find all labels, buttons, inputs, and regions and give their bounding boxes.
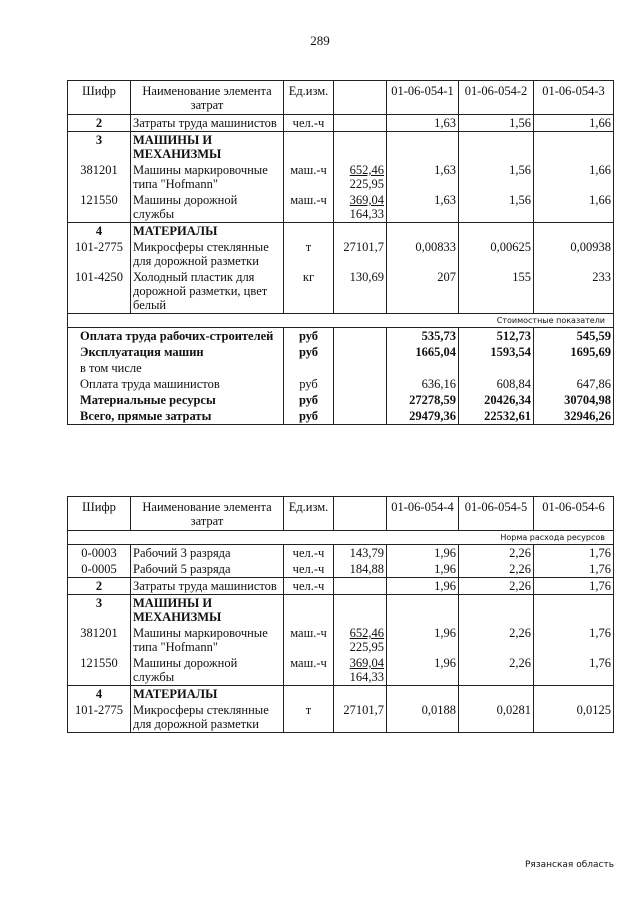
- row-value: 1,76: [534, 625, 614, 655]
- row-value: 1,66: [534, 162, 614, 192]
- row-value: 1,96: [387, 625, 459, 655]
- price-value: 369,04: [349, 656, 384, 670]
- cost-row: [68, 376, 614, 392]
- row-value: 0,00938: [534, 239, 614, 269]
- row-unit: кг: [284, 269, 334, 314]
- footer-region: Рязанская область: [525, 860, 615, 870]
- table-row: [68, 578, 614, 595]
- cost-value: 20426,34: [459, 392, 534, 408]
- table-row: [68, 655, 614, 686]
- row-value: 1,56: [459, 192, 534, 223]
- table-header: [68, 497, 614, 531]
- row-value: [534, 595, 614, 626]
- cost-row: [68, 328, 614, 345]
- table-row: [68, 192, 614, 223]
- row-unit: чел.-ч: [284, 115, 334, 132]
- price-value: 652,46: [349, 163, 384, 177]
- row-price: [334, 132, 387, 163]
- row-name: Машины дорожной службы: [131, 655, 284, 686]
- cost-row: [68, 344, 614, 360]
- row-name: Микросферы стеклянные для дорожной разметки: [131, 239, 284, 269]
- cost-unit: руб: [284, 376, 334, 392]
- cost-value: 545,59: [534, 328, 614, 345]
- row-value: [534, 686, 614, 703]
- cost-value: 1593,54: [459, 344, 534, 360]
- section-band: [68, 531, 614, 545]
- row-name: Машины маркировочные типа "Hofmann": [131, 162, 284, 192]
- table-row: [68, 239, 614, 269]
- row-unit: маш.-ч: [284, 625, 334, 655]
- header-name: Наименование элемента затрат: [131, 497, 284, 531]
- row-code: 4: [68, 686, 131, 703]
- header-code-column: 01-06-054-5: [459, 497, 534, 531]
- price-wage-value: 225,95: [349, 640, 384, 654]
- cost-value: 636,16: [387, 376, 459, 392]
- row-name: Рабочий 5 разряда: [131, 561, 284, 578]
- cost-value: 1665,04: [387, 344, 459, 360]
- cost-value: 29479,36: [387, 408, 459, 425]
- header-code-column: 01-06-054-1: [387, 81, 459, 115]
- header-code-column: 01-06-054-2: [459, 81, 534, 115]
- cost-value: 608,84: [459, 376, 534, 392]
- price-value: 130,69: [349, 270, 384, 284]
- row-value: [459, 223, 534, 240]
- table-row: [68, 269, 614, 314]
- row-code: 101-2775: [68, 702, 131, 733]
- header-price: [334, 81, 387, 115]
- row-price: [334, 115, 387, 132]
- row-code: 4: [68, 223, 131, 240]
- row-name: Микросферы стеклянные для дорожной разметки: [131, 702, 284, 733]
- cost-value: 647,86: [534, 376, 614, 392]
- row-unit: [284, 132, 334, 163]
- row-code: 381201: [68, 162, 131, 192]
- row-code: 2: [68, 115, 131, 132]
- cost-unit: [284, 360, 334, 376]
- header-code: Шифр: [68, 497, 131, 531]
- cost-value: [459, 360, 534, 376]
- row-value: 0,00833: [387, 239, 459, 269]
- row-value: 1,63: [387, 162, 459, 192]
- price-wage-value: 164,33: [349, 670, 384, 684]
- cost-name: Оплата труда машинистов: [68, 376, 284, 392]
- price-value: 652,46: [349, 626, 384, 640]
- row-value: 1,96: [387, 561, 459, 578]
- row-value: 2,26: [459, 625, 534, 655]
- row-price: [334, 561, 387, 578]
- table-row: [68, 702, 614, 733]
- row-value: [387, 686, 459, 703]
- row-price: [334, 545, 387, 562]
- row-value: [459, 595, 534, 626]
- row-unit: маш.-ч: [284, 655, 334, 686]
- row-price: [334, 239, 387, 269]
- row-value: 0,0125: [534, 702, 614, 733]
- header-code-column: 01-06-054-3: [534, 81, 614, 115]
- row-unit: [284, 686, 334, 703]
- table-row: [68, 115, 614, 132]
- table-row: [68, 686, 614, 703]
- row-value: 1,66: [534, 115, 614, 132]
- row-value: 0,0188: [387, 702, 459, 733]
- row-unit: т: [284, 239, 334, 269]
- row-unit: чел.-ч: [284, 578, 334, 595]
- row-value: [387, 132, 459, 163]
- row-name: Рабочий 3 разряда: [131, 545, 284, 562]
- header-unit: Ед.изм.: [284, 497, 334, 531]
- row-code: 3: [68, 132, 131, 163]
- header-code-column: 01-06-054-4: [387, 497, 459, 531]
- row-value: 1,66: [534, 192, 614, 223]
- row-value: 1,76: [534, 655, 614, 686]
- row-price: [334, 162, 387, 192]
- row-unit: маш.-ч: [284, 162, 334, 192]
- row-code: 0-0003: [68, 545, 131, 562]
- row-value: 233: [534, 269, 614, 314]
- cost-value: 32946,26: [534, 408, 614, 425]
- table-header: [68, 81, 614, 115]
- row-value: 207: [387, 269, 459, 314]
- table-row: [68, 625, 614, 655]
- row-name: МАШИНЫ И МЕХАНИЗМЫ: [131, 132, 284, 163]
- row-price: [334, 578, 387, 595]
- row-code: 101-4250: [68, 269, 131, 314]
- header-code-column: 01-06-054-6: [534, 497, 614, 531]
- resource-table-1: [67, 80, 614, 425]
- page-number: 289: [310, 33, 330, 48]
- row-unit: т: [284, 702, 334, 733]
- price-wage-value: 164,33: [349, 207, 384, 221]
- row-code: 101-2775: [68, 239, 131, 269]
- cost-value: 535,73: [387, 328, 459, 345]
- cost-unit: руб: [284, 392, 334, 408]
- row-price: [334, 625, 387, 655]
- table-row: [68, 595, 614, 626]
- row-value: 2,26: [459, 561, 534, 578]
- row-value: 1,76: [534, 545, 614, 562]
- row-code: 0-0005: [68, 561, 131, 578]
- cost-row: [68, 408, 614, 425]
- row-value: 2,26: [459, 545, 534, 562]
- row-unit: [284, 223, 334, 240]
- price-wage-value: 225,95: [349, 177, 384, 191]
- section-band-label: Норма расхода ресурсов: [68, 531, 614, 545]
- price-value: 143,79: [349, 546, 384, 560]
- row-name: Машины маркировочные типа "Hofmann": [131, 625, 284, 655]
- row-value: 155: [459, 269, 534, 314]
- row-name: Затраты труда машинистов: [131, 578, 284, 595]
- row-unit: [284, 595, 334, 626]
- row-code: 3: [68, 595, 131, 626]
- row-value: 1,96: [387, 578, 459, 595]
- row-name: Машины дорожной службы: [131, 192, 284, 223]
- row-name: Затраты труда машинистов: [131, 115, 284, 132]
- cost-name: Всего, прямые затраты: [68, 408, 284, 425]
- price-value: 369,04: [349, 193, 384, 207]
- header-name: Наименование элемента затрат: [131, 81, 284, 115]
- row-code: 381201: [68, 625, 131, 655]
- row-price: [334, 192, 387, 223]
- row-name: МАШИНЫ И МЕХАНИЗМЫ: [131, 595, 284, 626]
- resource-table-2: [67, 496, 614, 733]
- cost-value: 27278,59: [387, 392, 459, 408]
- cost-name: в том числе: [68, 360, 284, 376]
- cost-value: 30704,98: [534, 392, 614, 408]
- row-name: МАТЕРИАЛЫ: [131, 686, 284, 703]
- row-value: 0,0281: [459, 702, 534, 733]
- row-name: МАТЕРИАЛЫ: [131, 223, 284, 240]
- row-value: 2,26: [459, 655, 534, 686]
- header-price: [334, 497, 387, 531]
- cost-row: [68, 392, 614, 408]
- row-value: [387, 595, 459, 626]
- row-value: [459, 132, 534, 163]
- section-band-label: Стоимостные показатели: [68, 314, 614, 328]
- cost-unit: руб: [284, 328, 334, 345]
- cost-value: 1695,69: [534, 344, 614, 360]
- row-value: 2,26: [459, 578, 534, 595]
- row-value: 1,56: [459, 162, 534, 192]
- table-row: [68, 561, 614, 578]
- cost-row: [68, 360, 614, 376]
- row-code: 121550: [68, 655, 131, 686]
- section-band: [68, 314, 614, 328]
- row-value: [534, 223, 614, 240]
- row-value: 1,76: [534, 561, 614, 578]
- cost-name: Оплата труда рабочих-строителей: [68, 328, 284, 345]
- row-price: [334, 686, 387, 703]
- row-price: [334, 595, 387, 626]
- cost-value: [534, 360, 614, 376]
- row-value: 1,96: [387, 655, 459, 686]
- row-code: 2: [68, 578, 131, 595]
- cost-value: 512,73: [459, 328, 534, 345]
- price-value: 27101,7: [343, 703, 384, 717]
- table-row: [68, 132, 614, 163]
- row-unit: чел.-ч: [284, 545, 334, 562]
- cost-unit: руб: [284, 344, 334, 360]
- row-price: [334, 655, 387, 686]
- cost-unit: руб: [284, 408, 334, 425]
- row-name: Холодный пластик для дорожной разметки, цвет белый: [131, 269, 284, 314]
- header-code: Шифр: [68, 81, 131, 115]
- table-row: [68, 545, 614, 562]
- row-value: 1,76: [534, 578, 614, 595]
- price-value: 184,88: [349, 562, 384, 576]
- cost-value: 22532,61: [459, 408, 534, 425]
- row-value: 1,63: [387, 115, 459, 132]
- table-row: [68, 162, 614, 192]
- row-price: [334, 702, 387, 733]
- row-value: [534, 132, 614, 163]
- row-price: [334, 269, 387, 314]
- cost-value: [387, 360, 459, 376]
- row-value: 1,56: [459, 115, 534, 132]
- row-value: 1,96: [387, 545, 459, 562]
- header-unit: Ед.изм.: [284, 81, 334, 115]
- row-unit: маш.-ч: [284, 192, 334, 223]
- row-value: [459, 686, 534, 703]
- row-code: 121550: [68, 192, 131, 223]
- row-price: [334, 223, 387, 240]
- cost-name: Материальные ресурсы: [68, 392, 284, 408]
- row-value: [387, 223, 459, 240]
- table-row: [68, 223, 614, 240]
- price-value: 27101,7: [343, 240, 384, 254]
- row-value: 0,00625: [459, 239, 534, 269]
- row-value: 1,63: [387, 192, 459, 223]
- row-unit: чел.-ч: [284, 561, 334, 578]
- cost-name: Эксплуатация машин: [68, 344, 284, 360]
